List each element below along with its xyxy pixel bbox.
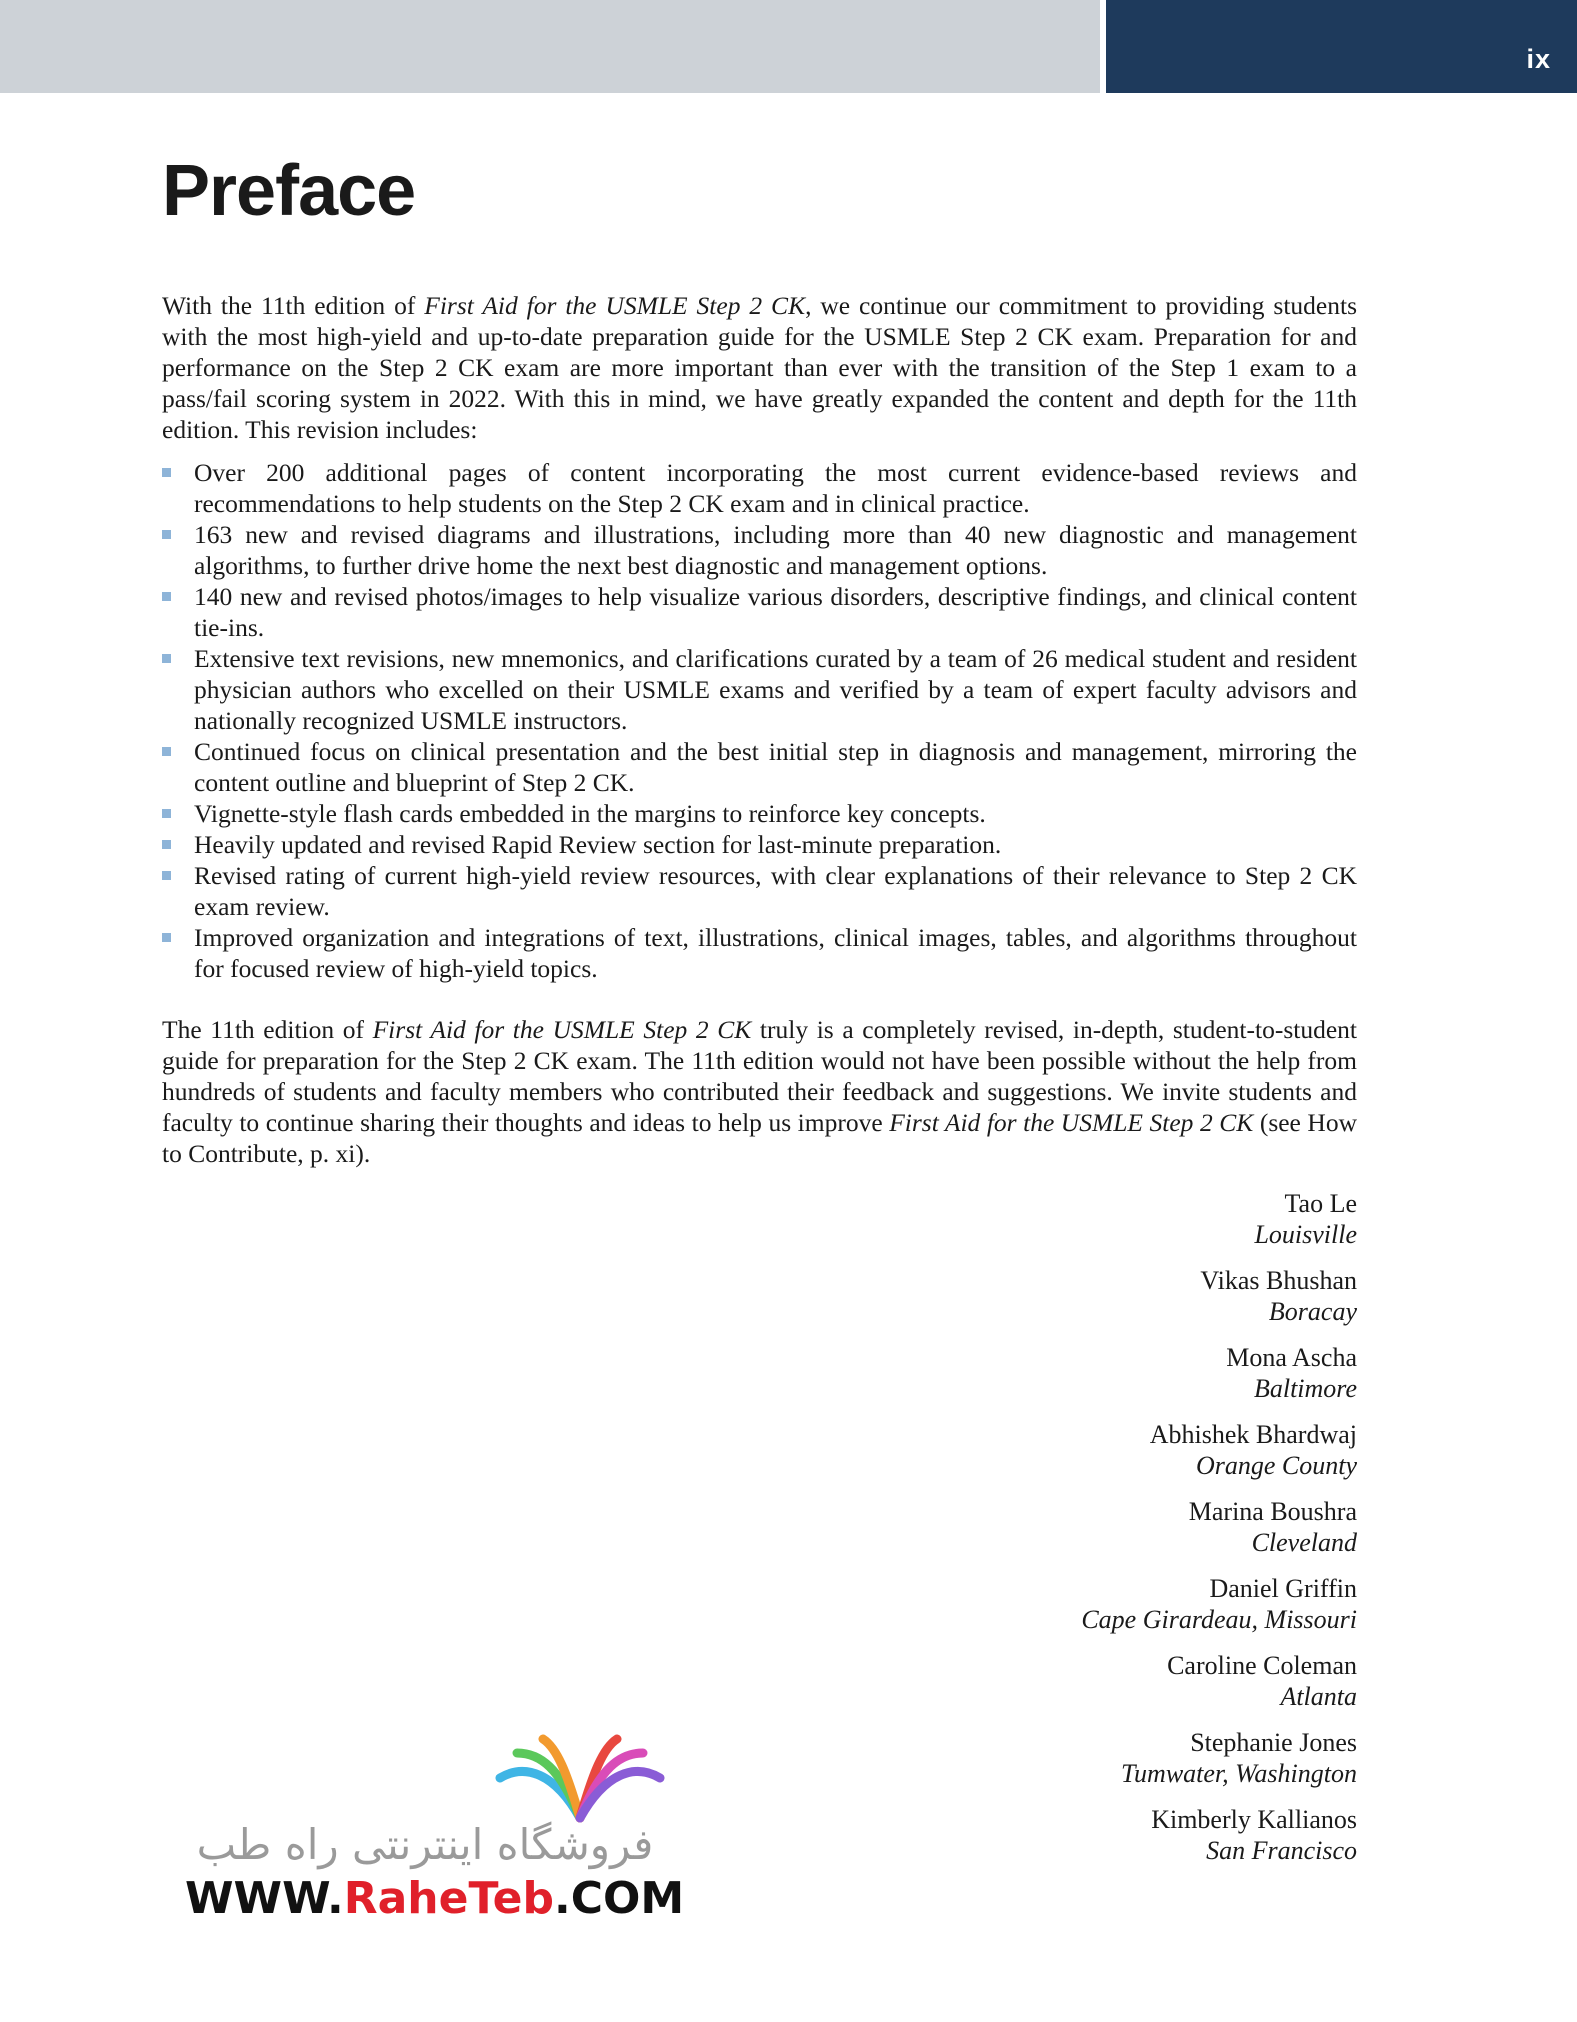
header-bar-gray (0, 0, 1100, 93)
list-item-text: Improved organization and integrations of text, illustrations, clinical images, tables, and algorithms throughout for focused review of high-yield topics. (194, 923, 1357, 983)
bullet-square-icon (162, 871, 171, 880)
author-name: Tao Le (1284, 1189, 1357, 1218)
watermark-persian-text: فروشگاه اینترنتی راه طب (196, 1820, 654, 1869)
list-item (162, 829, 1357, 860)
closing-text-2: truly is a completely revised, in-depth, student-to-student guide for preparation for the Step 2 CK exam. The 11th edition would not have been possible without the help from hundreds of students and faculty members who contributed their feedback and suggestions. We invite students and faculty to continue sharing their thoughts and ideas to help us improve (162, 1015, 1357, 1137)
signature (1081, 1265, 1357, 1327)
author-name: Caroline Coleman (1167, 1651, 1357, 1680)
bullet-square-icon (162, 747, 171, 756)
book-title: First Aid for the USMLE Step 2 CK (889, 1108, 1254, 1137)
preface-body (162, 290, 1357, 1169)
page-title: Preface (162, 151, 416, 231)
list-item-text: Revised rating of current high-yield review resources, with clear explanations of their relevance to Step 2 CK exam review. (194, 861, 1357, 921)
list-item (162, 922, 1357, 984)
book-title: First Aid for the USMLE Step 2 CK (424, 291, 806, 320)
bullet-square-icon (162, 933, 171, 942)
list-item-text: Heavily updated and revised Rapid Review section for last-minute preparation. (194, 830, 1002, 859)
list-item (162, 860, 1357, 922)
list-item-text: 163 new and revised diagrams and illustrations, including more than 40 new diagnostic and management algorithms, to further drive home the next best diagnostic and management options. (194, 520, 1357, 580)
revision-list (162, 457, 1357, 984)
author-location: Cleveland (1251, 1528, 1357, 1557)
closing-text-1: The 11th edition of (162, 1015, 373, 1044)
signature (1081, 1650, 1357, 1712)
signature (1081, 1419, 1357, 1481)
bullet-square-icon (162, 809, 171, 818)
list-item-text: Vignette-style flash cards embedded in the margins to reinforce key concepts. (194, 799, 986, 828)
bullet-square-icon (162, 592, 171, 601)
author-location: Cape Girardeau, Missouri (1081, 1605, 1357, 1634)
author-name: Marina Boushra (1188, 1497, 1357, 1526)
intro-text-start: With the 11th edition of (162, 291, 425, 320)
closing-text-3: (see How to Contribute, p. xi). (162, 1108, 1357, 1168)
author-location: Boracay (1268, 1297, 1357, 1326)
bullet-square-icon (162, 840, 171, 849)
open-book-logo-icon (495, 1733, 665, 1823)
author-location: San Francisco (1206, 1836, 1357, 1865)
header-bar-blue (1106, 0, 1577, 93)
list-item (162, 798, 1357, 829)
author-name: Daniel Griffin (1209, 1574, 1357, 1603)
author-name: Abhishek Bhardwaj (1149, 1420, 1357, 1449)
page-number: ix (1526, 44, 1551, 74)
author-signatures (1081, 1188, 1357, 1881)
url-suffix: .COM (553, 1873, 685, 1924)
bullet-square-icon (162, 530, 171, 539)
signature (1081, 1727, 1357, 1789)
signature (1081, 1342, 1357, 1404)
list-item (162, 643, 1357, 736)
bullet-square-icon (162, 654, 171, 663)
list-item (162, 581, 1357, 643)
list-item-text: Extensive text revisions, new mnemonics, and clarifications curated by a team of 26 medical student and resident physician authors who excelled on their USMLE exams and verified by a team of expert faculty advisors and nationally recognized USMLE instructors. (194, 644, 1357, 735)
author-name: Vikas Bhushan (1200, 1266, 1357, 1295)
author-name: Stephanie Jones (1190, 1728, 1357, 1757)
author-location: Baltimore (1253, 1374, 1357, 1403)
list-item-text: Continued focus on clinical presentation and the best initial step in diagnosis and management, mirroring the content outline and blueprint of Step 2 CK. (194, 737, 1357, 797)
bullet-square-icon (162, 468, 171, 477)
list-item-text: 140 new and revised photos/images to help visualize various disorders, descriptive findings, and clinical content tie-ins. (194, 582, 1357, 642)
closing-paragraph (162, 1014, 1357, 1169)
author-location: Louisville (1254, 1220, 1357, 1249)
intro-paragraph (162, 290, 1357, 445)
author-location: Atlanta (1280, 1682, 1357, 1711)
list-item (162, 519, 1357, 581)
author-name: Kimberly Kallianos (1151, 1805, 1357, 1834)
url-prefix: WWW. (185, 1873, 344, 1924)
intro-text-end: , we continue our commitment to providing students with the most high-yield and up-to-date preparation guide for the USMLE Step 2 CK exam. Preparation for and performance on the Step 2 CK exam are more important than ever with the transition of the Step 1 exam to a pass/fail scoring system in 2022. With this in mind, we have greatly expanded the content and depth for the 11th edition. This revision includes: (162, 291, 1357, 444)
list-item (162, 457, 1357, 519)
list-item (162, 736, 1357, 798)
signature (1081, 1496, 1357, 1558)
signature (1081, 1804, 1357, 1866)
signature (1081, 1573, 1357, 1635)
author-location: Orange County (1195, 1451, 1357, 1480)
book-title: First Aid for the USMLE Step 2 CK (372, 1015, 752, 1044)
author-location: Tumwater, Washington (1121, 1759, 1357, 1788)
watermark (185, 1725, 685, 1925)
url-brand: RaheTeb (343, 1873, 554, 1924)
list-item-text: Over 200 additional pages of content incorporating the most current evidence-based reviews and recommendations to help students on the Step 2 CK exam and in clinical practice. (194, 458, 1357, 518)
watermark-url (185, 1873, 685, 1924)
signature (1081, 1188, 1357, 1250)
author-name: Mona Ascha (1226, 1343, 1357, 1372)
